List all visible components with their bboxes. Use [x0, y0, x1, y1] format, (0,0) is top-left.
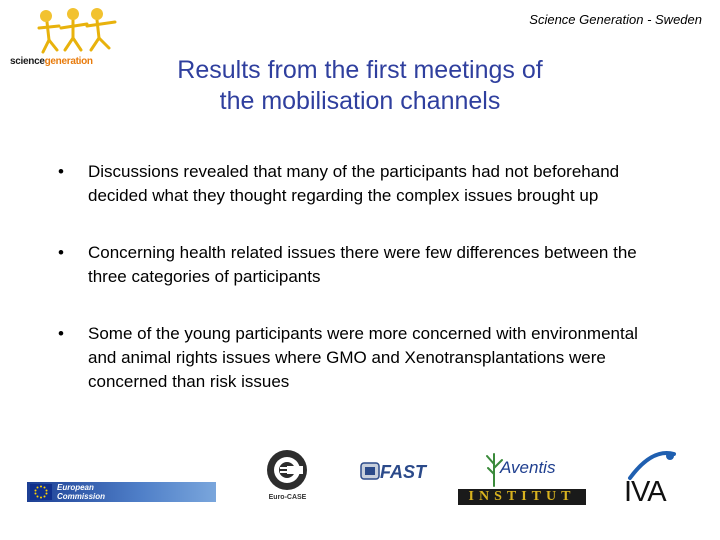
- ec-line-1: European: [57, 483, 94, 492]
- bullet-item: [58, 241, 658, 289]
- iva-label: IVA: [624, 476, 666, 508]
- euro-case-logo: [260, 446, 315, 506]
- ec-wordmark: [57, 483, 105, 501]
- fast-emblem-icon: [360, 460, 380, 482]
- euro-case-emblem-icon: [260, 446, 315, 494]
- science-generation-wordmark: [10, 56, 93, 67]
- ec-line-2: Commission: [57, 492, 106, 501]
- bullet-item: [58, 322, 658, 394]
- bullet-symbol: •: [58, 162, 64, 181]
- fast-logo: [360, 460, 427, 486]
- aventis-label: Aventis: [500, 458, 556, 477]
- title-line-1: Results from the first meetings of: [177, 56, 543, 84]
- slide-title: [120, 55, 600, 117]
- eu-flag-icon: [30, 484, 52, 500]
- bullet-item: [58, 160, 658, 208]
- bullet-text: Concerning health related issues there were few differences between the three categories of participants: [88, 243, 637, 286]
- stick-figures-icon: [35, 8, 125, 56]
- bullet-symbol: •: [58, 324, 64, 343]
- institut-logo: [458, 489, 586, 505]
- title-line-2: the mobilisation channels: [219, 87, 501, 115]
- bullet-text: Discussions revealed that many of the participants had not beforehand decided what they thought regarding the complex issues brought up: [88, 162, 620, 205]
- fast-label: FAST: [380, 462, 427, 482]
- iva-logo: [622, 448, 682, 510]
- euro-case-label: Euro-CASE: [268, 494, 307, 501]
- aventis-logo: [484, 448, 564, 488]
- footer-logos: [0, 440, 720, 520]
- header-organization: Science Generation - Sweden: [529, 12, 702, 27]
- wordmark-generation: generation: [44, 56, 93, 67]
- institut-label: INSTITUT: [468, 489, 576, 504]
- bullet-symbol: •: [58, 243, 64, 262]
- science-generation-logo: [10, 8, 135, 70]
- bullet-list: [58, 160, 658, 427]
- bullet-text: Some of the young participants were more concerned with environmental and animal rights issues where GMO and Xenotransplantations were concerned than risk issues: [88, 324, 638, 391]
- wordmark-science: science: [10, 56, 45, 67]
- european-commission-logo: [27, 482, 216, 502]
